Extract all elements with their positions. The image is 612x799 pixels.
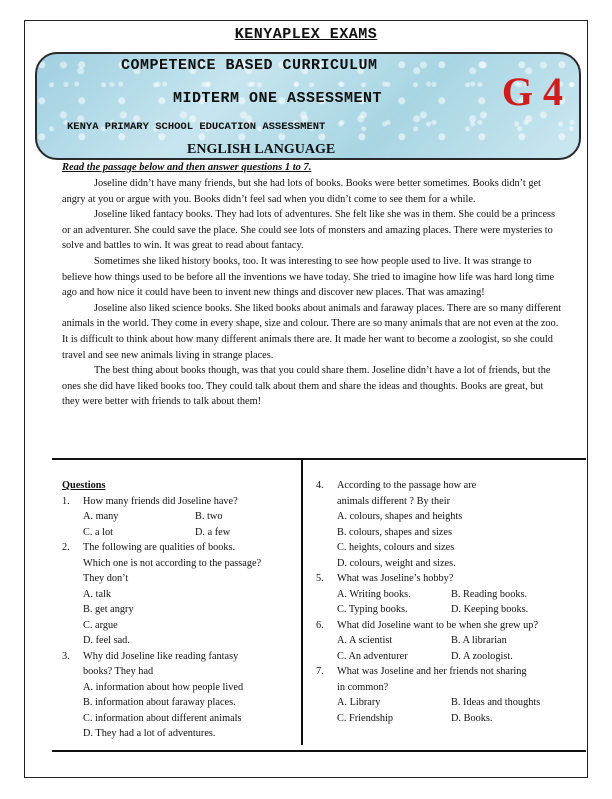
option-a[interactable]: A. A scientist [337, 635, 393, 646]
option-b[interactable]: B. Ideas and thoughts [451, 697, 541, 708]
question-number: 1. [62, 495, 70, 507]
question-number: 5. [316, 573, 324, 584]
option-row [316, 711, 576, 727]
question-text: Which one is not according to the passage? [83, 557, 262, 569]
option-a[interactable]: A. many [83, 511, 119, 522]
option-c[interactable]: C. a lot [83, 526, 114, 538]
passage-paragraph: Sometimes she liked history books, too. It was interesting to see how people used to live. It was strange to believe how things used to be before all the inventions we have today. She tried to imagine how life was hard long time ago and how nice it could have been to invent new things and discover new places. That was amazing! [62, 255, 555, 299]
assessment-title: MIDTERM ONE ASSESSMENT [173, 90, 383, 107]
option-d[interactable]: D. They had a lot of adventures. [83, 728, 216, 739]
question-number: 3. [62, 650, 70, 662]
question-text: books? They had [83, 666, 154, 677]
question-text: What did Joseline want to be when she grew up? [337, 619, 539, 631]
option-d[interactable]: D. Books. [451, 712, 493, 724]
option-b[interactable]: B. two [195, 511, 223, 522]
curriculum-title: COMPETENCE BASED CURRICULUM [121, 57, 378, 74]
option-c[interactable]: C. Friendship [337, 712, 394, 724]
option-a[interactable]: A. Library [337, 697, 381, 708]
option-c[interactable]: C. An adventurer [337, 650, 408, 662]
question-text: What was Joseline and her friends not sharing [337, 666, 527, 677]
question-number: 4. [316, 480, 324, 491]
passage-paragraph: Joseline didn’t have many friends, but she had lots of books. Books were better sometimes. Books didn’t get angry at you or argue with you. Books didn’t feel sad when you didn’t come to see them for a while. [62, 178, 541, 205]
question-text: According to the passage how are [337, 480, 477, 491]
question-number: 6. [316, 619, 324, 631]
option-d[interactable]: D. A zoologist. [451, 650, 513, 662]
option-c[interactable]: C. heights, colours and sizes [337, 542, 455, 553]
passage-paragraph: The best thing about books though, was that you could share them. Joseline didn’t have a lot of friends, but the ones she did have liked books too. They could talk about them and share the ideas and thoughts. Books are great, but they were better with friends to talk about them! [62, 365, 551, 408]
question-text: The following are qualities of books. [83, 542, 236, 553]
question-4 [316, 478, 576, 494]
option-c[interactable]: C. Typing books. [337, 604, 408, 615]
question-5 [316, 571, 576, 587]
option-row [62, 525, 294, 541]
question-text: in common? [337, 681, 389, 693]
option-a[interactable]: A. talk [83, 588, 112, 600]
header-banner [35, 52, 581, 160]
option-row [316, 633, 576, 649]
question-text: What was Joseline’s hobby? [337, 573, 454, 584]
option-a[interactable]: A. Writing books. [337, 588, 411, 600]
questions-left-column [62, 478, 294, 742]
column-divider [301, 459, 303, 745]
question-1 [62, 494, 294, 510]
question-3 [62, 649, 294, 665]
subject-title: ENGLISH LANGUAGE [187, 142, 336, 157]
option-row [316, 602, 576, 618]
option-b[interactable]: B. A librarian [451, 635, 507, 646]
question-text: How many friends did Joseline have? [83, 495, 238, 507]
assessment-body-title: KENYA PRIMARY SCHOOL EDUCATION ASSESSMENT [67, 121, 326, 133]
question-text: They don’t [83, 573, 129, 584]
reading-passage [62, 176, 562, 410]
question-number: 7. [316, 666, 324, 677]
question-text: animals different ? By their [337, 495, 451, 507]
option-row [316, 649, 576, 665]
grade-badge: G 4 [501, 69, 563, 114]
option-c[interactable]: C. argue [83, 619, 118, 631]
option-c[interactable]: C. information about different animals [83, 712, 242, 724]
option-row [62, 509, 294, 525]
questions-heading: Questions [62, 480, 106, 491]
option-d[interactable]: D. Keeping books. [451, 604, 529, 615]
passage-paragraph: Joseline also liked science books. She liked books about animals and faraway places. There are so many different animals in the world. They come in every shape, size and colour. There are so many animals that are not even at the zoo. It is difficult to think about how many different animals there are. It made her want to become a zoologist, so she could travel and see new animals living in strange places. [62, 302, 562, 361]
question-text: Why did Joseline like reading fantasy [83, 650, 239, 662]
option-b[interactable]: B. information about faraway places. [83, 697, 236, 708]
option-b[interactable]: B. get angry [83, 604, 134, 615]
question-7 [316, 664, 576, 680]
option-row [316, 587, 576, 603]
option-b[interactable]: B. colours, shapes and sizes [337, 526, 452, 538]
option-a[interactable]: A. information about how people lived [83, 681, 244, 693]
option-row [316, 695, 576, 711]
exam-title: KENYAPLEX EXAMS [234, 26, 378, 43]
option-d[interactable]: D. colours, weight and sizes. [337, 557, 456, 569]
question-6 [316, 618, 576, 634]
passage-paragraph: Joseline liked fantacy books. They had lots of adventures. She felt like she was in them. She could be a princess or an adventurer. She could save the place. She could see lots of monsters and amazing places. There were mysteries to solve and battles to win. It was great to read about fantacy. [62, 209, 556, 252]
questions-right-column [316, 478, 576, 726]
question-2 [62, 540, 294, 556]
option-a[interactable]: A. colours, shapes and heights [337, 511, 463, 522]
option-d[interactable]: D. feel sad. [83, 635, 130, 646]
question-number: 2. [62, 542, 70, 553]
option-d[interactable]: D. a few [195, 526, 231, 538]
instructions: Read the passage below and then answer questions 1 to 7. [62, 162, 312, 173]
option-b[interactable]: B. Reading books. [451, 588, 528, 600]
